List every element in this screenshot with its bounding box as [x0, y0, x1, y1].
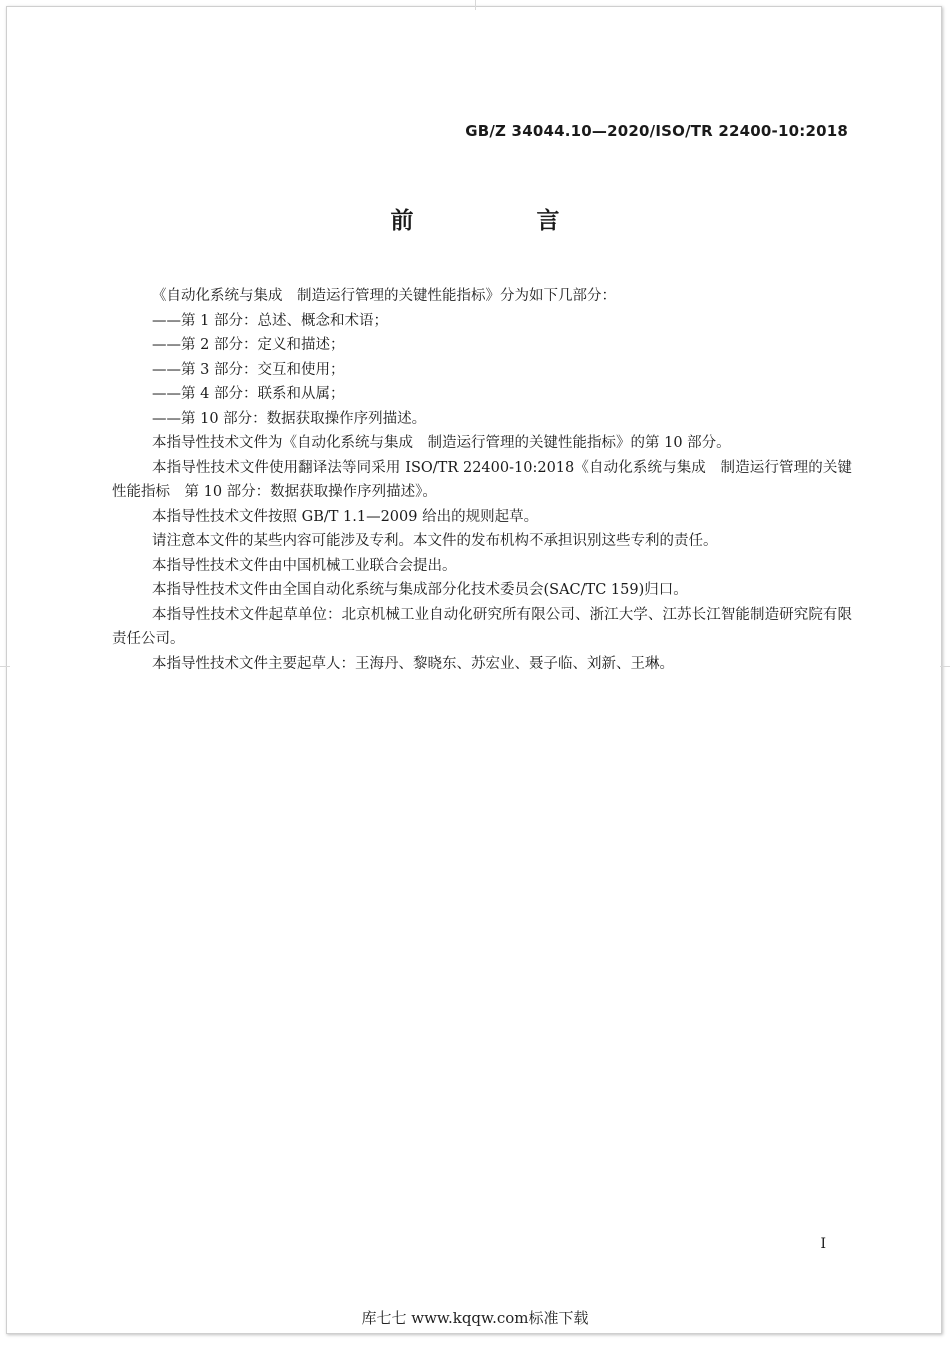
crop-mark-top: [475, 0, 476, 10]
list-item: ——第 3 部分：交互和使用；: [152, 361, 345, 378]
paragraph: 本指导性技术文件由全国自动化系统与集成部分化技术委员会(SAC/TC 159)归口。: [152, 582, 688, 598]
paragraph: 《自动化系统与集成 制造运行管理的关键性能指标》分为如下几部分：: [152, 288, 616, 304]
list-item: ——第 1 部分：总述、概念和术语；: [152, 312, 388, 329]
paragraph: 本指导性技术文件为《自动化系统与集成 制造运行管理的关键性能指标》的第 10 部分。: [152, 435, 731, 451]
paragraph: 本指导性技术文件起草单位：北京机械工业自动化研究所有限公司、浙江大学、江苏长江智能制造研究院有限责任公司。: [112, 606, 852, 647]
section-title: 前 言: [390, 208, 610, 234]
list-item: ——第 2 部分：定义和描述；: [152, 337, 345, 353]
standard-number: GB/Z 34044.10—2020/ISO/TR 22400-10:2018: [465, 122, 848, 140]
paragraph: 请注意本文件的某些内容可能涉及专利。本文件的发布机构不承担识别这些专利的责任。: [152, 533, 718, 549]
page-number: I: [820, 1236, 826, 1252]
paragraph: 本指导性技术文件按照 GB/T 1.1—2009 给出的规则起草。: [152, 508, 539, 525]
paragraph: 本指导性技术文件使用翻译法等同采用 ISO/TR 22400-10:2018《自动化系统与集成 制造运行管理的关键性能指标 第 10 部分：数据获取操作序列描述》。: [112, 459, 852, 500]
paragraph: 本指导性技术文件由中国机械工业联合会提出。: [152, 557, 457, 574]
paragraph: 本指导性技术文件主要起草人：王海丹、黎晓东、苏宏业、聂子临、刘新、王琳。: [152, 655, 674, 672]
crop-mark-right: [940, 666, 950, 667]
foreword-body: [112, 284, 852, 676]
footer-watermark-text: 库七七 www.kqqw.com标准下载: [361, 1309, 589, 1327]
crop-mark-left: [0, 666, 10, 667]
list-item: ——第 4 部分：联系和从属；: [152, 386, 345, 402]
list-item: ——第 10 部分：数据获取操作序列描述。: [152, 410, 427, 427]
